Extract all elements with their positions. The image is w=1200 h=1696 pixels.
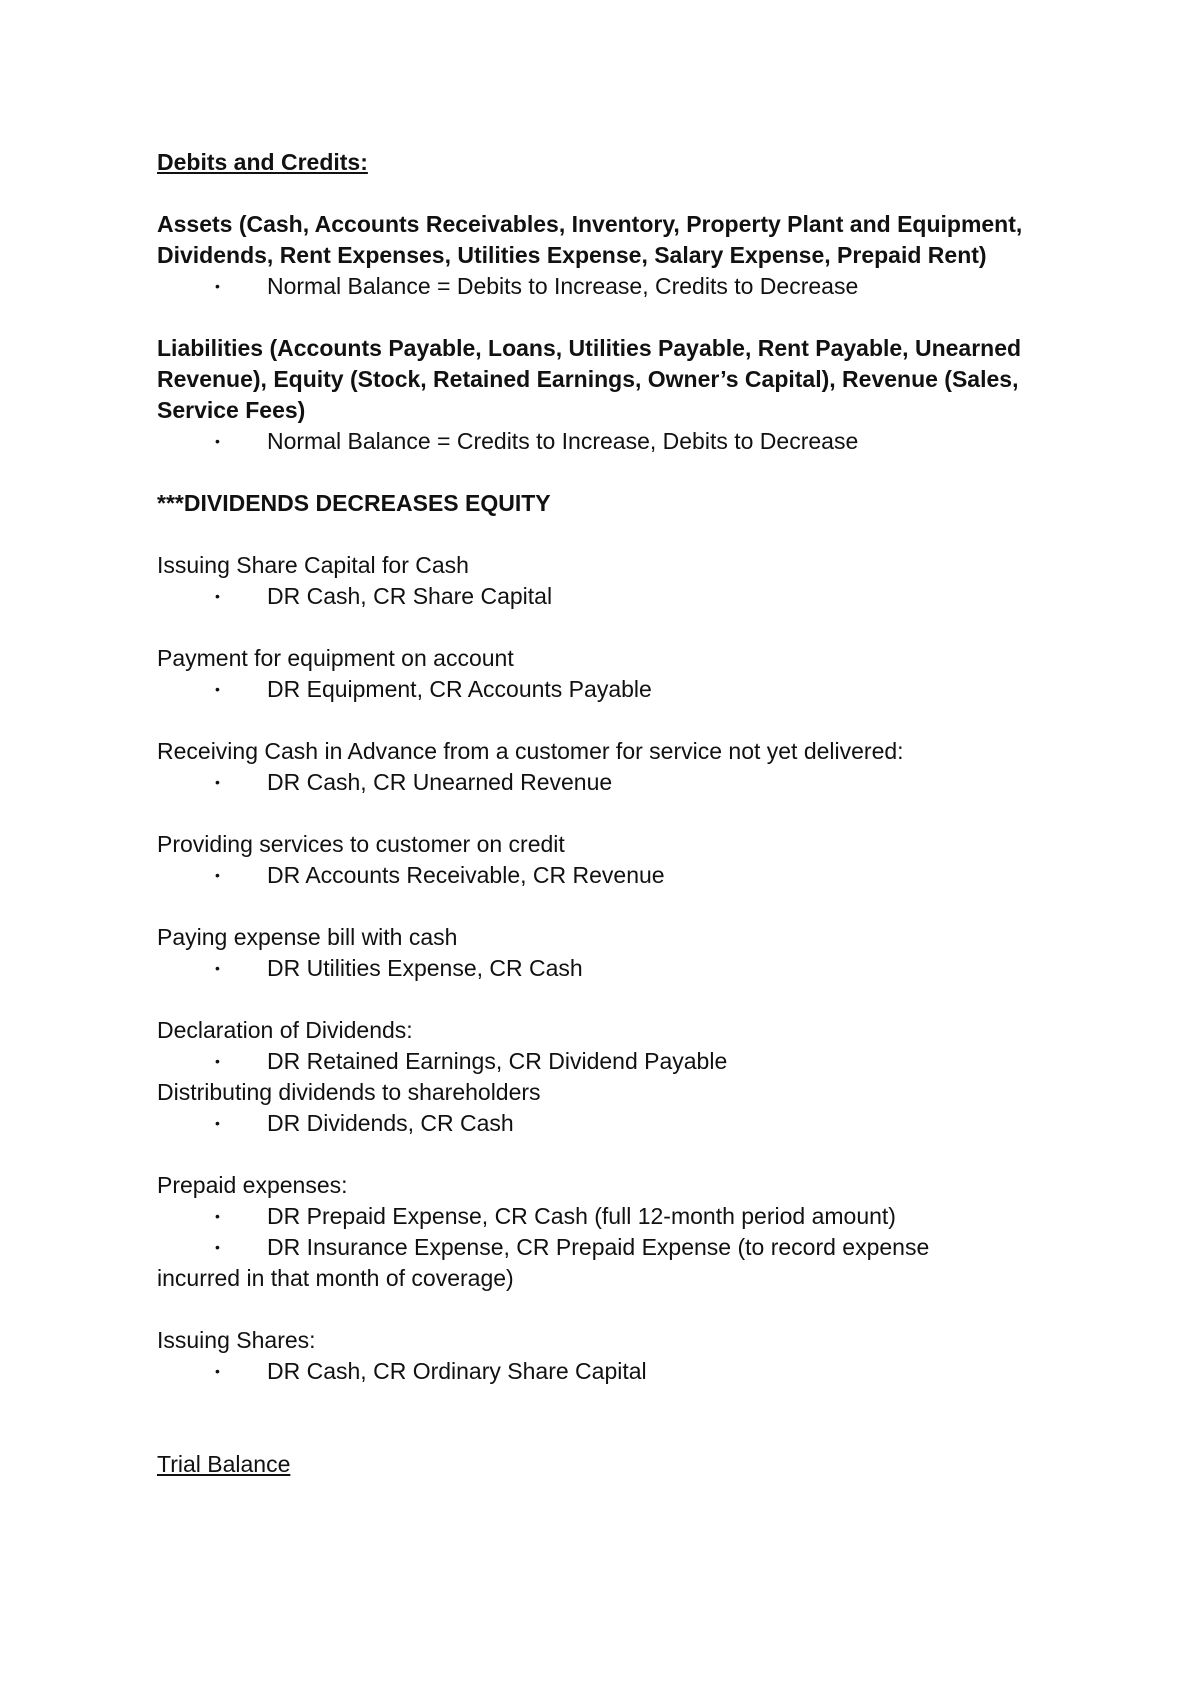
bullet-text: DR Prepaid Expense, CR Cash (full 12-month period amount) bbox=[267, 1203, 896, 1229]
bullet-text: Normal Balance = Debits to Increase, Credits to Decrease bbox=[267, 273, 859, 299]
bullet-text: DR Retained Earnings, CR Dividend Payable bbox=[267, 1048, 728, 1074]
bullet-icon: • bbox=[215, 681, 220, 697]
spacer bbox=[157, 891, 1057, 922]
spacer bbox=[157, 984, 1057, 1015]
bullet-icon: • bbox=[215, 1115, 220, 1131]
spacer bbox=[157, 457, 1057, 488]
bullet-text: DR Equipment, CR Accounts Payable bbox=[267, 676, 652, 702]
bullet-icon: • bbox=[215, 774, 220, 790]
bullet-text: DR Dividends, CR Cash bbox=[267, 1110, 514, 1136]
entry-bullet bbox=[157, 1108, 1057, 1139]
entry-bullet bbox=[157, 581, 1057, 612]
prepaid-bullet-1 bbox=[157, 1201, 1057, 1232]
spacer bbox=[157, 519, 1057, 550]
entry-label: Receiving Cash in Advance from a customer for service not yet delivered: bbox=[157, 738, 904, 764]
prepaid-label: Prepaid expenses: bbox=[157, 1172, 348, 1198]
entry-bullet bbox=[157, 674, 1057, 705]
entry-bullet bbox=[157, 767, 1057, 798]
entry-bullet bbox=[157, 953, 1057, 984]
bullet-icon: • bbox=[215, 1053, 220, 1069]
spacer bbox=[157, 178, 1057, 209]
bullet-icon: • bbox=[215, 867, 220, 883]
dividends-note: ***DIVIDENDS DECREASES EQUITY bbox=[157, 490, 551, 516]
issuing-shares-label: Issuing Shares: bbox=[157, 1327, 316, 1353]
issuing-shares-bullet bbox=[157, 1356, 1057, 1387]
bullet-text: DR Cash, CR Share Capital bbox=[267, 583, 553, 609]
entry-bullet bbox=[157, 1046, 1057, 1077]
assets-group-title: Assets (Cash, Accounts Receivables, Inventory, Property Plant and Equipment, Dividends, Rent Expenses, Utilities Expense, Salary Expense, Prepaid Rent) bbox=[157, 211, 1023, 268]
bullet-icon: • bbox=[215, 1363, 220, 1379]
prepaid-bullet-2-continuation: incurred in that month of coverage) bbox=[157, 1265, 514, 1291]
bullet-icon: • bbox=[215, 1208, 220, 1224]
spacer bbox=[157, 1139, 1057, 1170]
entry-bullet bbox=[157, 860, 1057, 891]
entry-label: Payment for equipment on account bbox=[157, 645, 514, 671]
bullet-icon: • bbox=[215, 960, 220, 976]
bullet-text: DR Accounts Receivable, CR Revenue bbox=[267, 862, 665, 888]
bullet-text: DR Cash, CR Ordinary Share Capital bbox=[267, 1358, 647, 1384]
entry-label: Distributing dividends to shareholders bbox=[157, 1079, 541, 1105]
bullet-text: DR Utilities Expense, CR Cash bbox=[267, 955, 583, 981]
spacer bbox=[157, 612, 1057, 643]
spacer bbox=[157, 1387, 1057, 1418]
bullet-icon: • bbox=[215, 433, 220, 449]
entry-label: Issuing Share Capital for Cash bbox=[157, 552, 469, 578]
liabilities-normal-balance bbox=[157, 426, 1057, 457]
bullet-icon: • bbox=[215, 1239, 220, 1255]
liabilities-group-title: Liabilities (Accounts Payable, Loans, Utilities Payable, Rent Payable, Unearned Revenue), Equity (Stock, Retained Earnings, Owner’s Capital), Revenue (Sales, Service Fees) bbox=[157, 335, 1022, 423]
bullet-text: DR Cash, CR Unearned Revenue bbox=[267, 769, 613, 795]
bullet-text: Normal Balance = Credits to Increase, Debits to Decrease bbox=[267, 428, 859, 454]
entry-label: Declaration of Dividends: bbox=[157, 1017, 413, 1043]
spacer bbox=[157, 302, 1057, 333]
assets-normal-balance bbox=[157, 271, 1057, 302]
trial-balance-heading: Trial Balance bbox=[157, 1451, 291, 1477]
spacer bbox=[157, 798, 1057, 829]
bullet-text: DR Insurance Expense, CR Prepaid Expense (to record expense bbox=[267, 1234, 930, 1260]
prepaid-bullet-2 bbox=[157, 1232, 1057, 1263]
document-content bbox=[157, 147, 1057, 1480]
bullet-icon: • bbox=[215, 278, 220, 294]
spacer bbox=[157, 1294, 1057, 1325]
entry-label: Providing services to customer on credit bbox=[157, 831, 565, 857]
spacer bbox=[157, 1418, 1057, 1449]
bullet-icon: • bbox=[215, 588, 220, 604]
entry-label: Paying expense bill with cash bbox=[157, 924, 458, 950]
heading-debits-credits: Debits and Credits: bbox=[157, 149, 368, 175]
spacer bbox=[157, 705, 1057, 736]
